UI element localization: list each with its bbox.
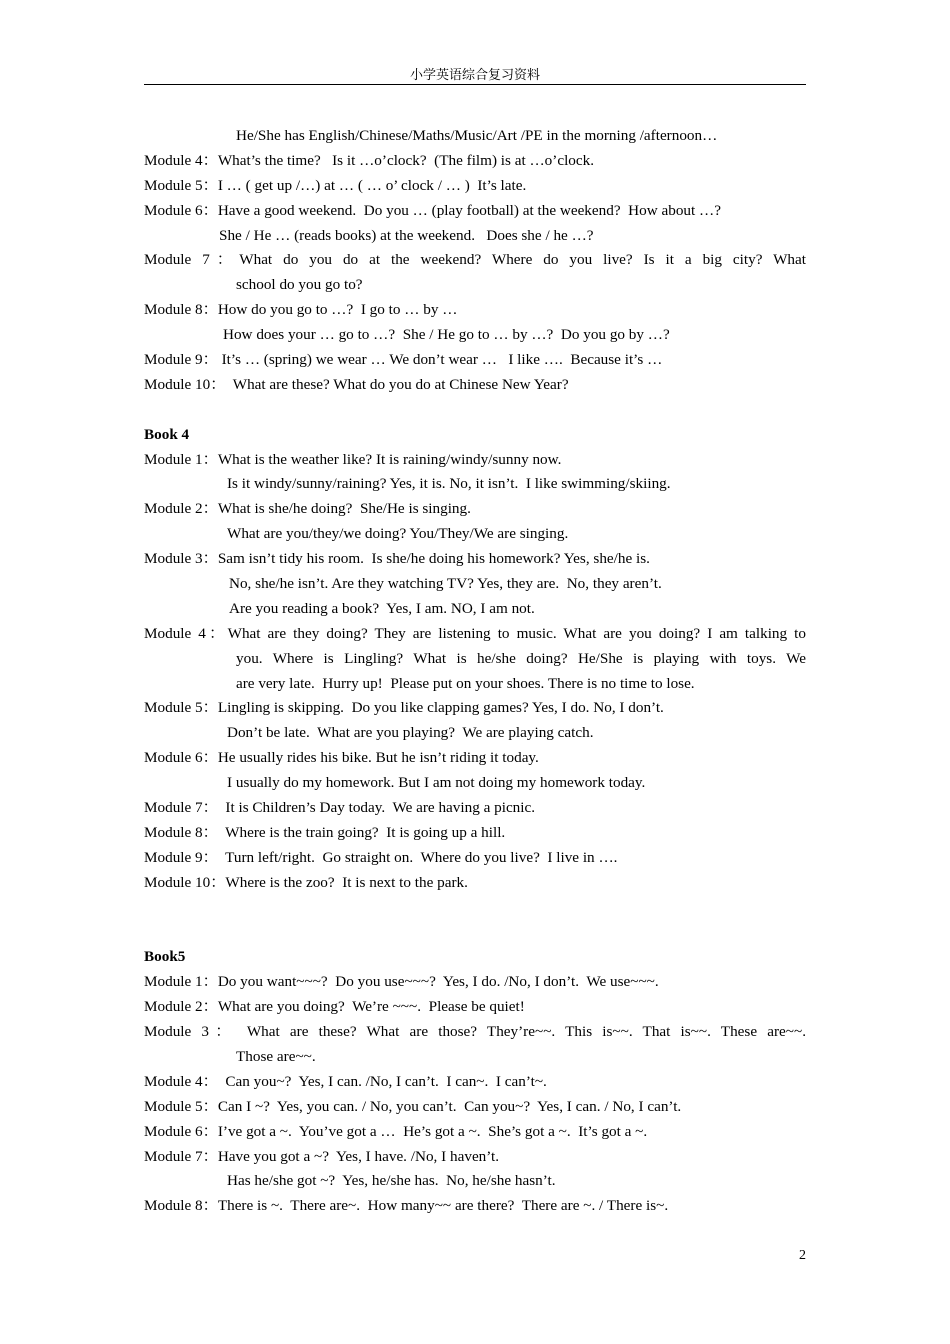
text-line: Those are~~.	[236, 1047, 316, 1065]
section-heading-book4: Book 4	[144, 425, 190, 443]
page-number: 2	[799, 1248, 806, 1263]
text-line: Module 10：Where is the zoo? It is next to the park.	[144, 873, 468, 891]
text-line: How does your … go to …? She / He go to … by …? Do you go by …?	[223, 326, 670, 344]
text-line: Module 6：Have a good weekend. Do you … (play football) at the weekend? How about …?	[144, 201, 721, 219]
text-line: Module 2：What is she/he doing? She/He is singing.	[144, 500, 471, 518]
text-line: Has he/she got ~? Yes, he/she has. No, he/she hasn’t.	[227, 1172, 556, 1190]
text-line: Don’t be late. What are you playing? We are playing catch.	[227, 724, 594, 742]
header-divider	[144, 84, 806, 85]
text-line: Module 6：I’ve got a ~. You’ve got a … He’s got a ~. She’s got a ~. It’s got a ~.	[144, 1122, 648, 1140]
text-line: Are you reading a book? Yes, I am. NO, I am not.	[229, 599, 535, 617]
text-line: Module 4： Can you~? Yes, I can. /No, I can’t. I can~. I can’t~.	[144, 1072, 547, 1090]
spacer	[144, 921, 806, 946]
text-line: Module 4：What are they doing? They are listening to music. What are you doing? I am talking to	[144, 624, 806, 642]
text-line: are very late. Hurry up! Please put on your shoes. There is no time to lose.	[236, 674, 695, 692]
section-heading-book5: Book5	[144, 948, 186, 966]
text-line: What are you/they/we doing? You/They/We are singing.	[227, 525, 569, 543]
text-line: Module 4：What’s the time? Is it …o’clock? (The film) is at …o’clock.	[144, 151, 595, 169]
text-line: Module 8： Where is the train going? It is going up a hill.	[144, 823, 506, 841]
text-line: Module 5：Lingling is skipping. Do you like clapping games? Yes, I do. No, I don’t.	[144, 699, 664, 717]
text-line: He/She has English/Chinese/Maths/Music/Art /PE in the morning /afternoon…	[236, 127, 718, 144]
text-line: Module 8：How do you go to …? I go to … by …	[144, 301, 458, 319]
text-line: Module 1：Do you want~~~? Do you use~~~? Yes, I do. /No, I don’t. We use~~~.	[144, 973, 659, 991]
text-line: Module 6：He usually rides his bike. But he isn’t riding it today.	[144, 749, 539, 767]
text-line: Module 3： What are these? What are those? They’re~~. This is~~. That is~~. These are~~.	[144, 1023, 806, 1041]
text-line: She / He … (reads books) at the weekend. Does she / he …?	[219, 226, 594, 244]
text-line: Module 3：Sam isn’t tidy his room. Is she/he doing his homework? Yes, she/he is.	[144, 550, 650, 568]
text-line: Module 2：What are you doing? We’re ~~~. Please be quiet!	[144, 998, 525, 1016]
text-line: Module 5：I … ( get up /…) at … ( … o’ clock / … ) It’s late.	[144, 176, 527, 194]
text-line: Module 8：There is ~. There are~. How many~~ are there? There are ~. / There is~.	[144, 1197, 669, 1215]
document-body	[144, 124, 806, 1219]
text-line: you. Where is Lingling? What is he/she doing? He/She is playing with toys. We	[236, 649, 806, 667]
text-line: Module 7：Have you got a ~? Yes, I have. /No, I haven’t.	[144, 1147, 500, 1165]
text-line: I usually do my homework. But I am not doing my homework today.	[227, 774, 646, 792]
text-line: Module 9： Turn left/right. Go straight on. Where do you live? I live in ….	[144, 848, 618, 866]
text-line: Module 7： It is Children’s Day today. We are having a picnic.	[144, 799, 536, 817]
text-line: Module 7：What do you do at the weekend? Where do you live? Is it a big city? What	[144, 251, 806, 269]
text-line: Module 5：Can I ~? Yes, you can. / No, you can’t. Can you~? Yes, I can. / No, I can’t.	[144, 1097, 682, 1115]
text-line: Module 1：What is the weather like? It is raining/windy/sunny now.	[144, 450, 562, 468]
text-line: No, she/he isn’t. Are they watching TV? Yes, they are. No, they aren’t.	[229, 575, 662, 593]
text-line: Is it windy/sunny/raining? Yes, it is. No, it isn’t. I like swimming/skiing.	[227, 475, 671, 493]
text-line: Module 10： What are these? What do you do at Chinese New Year?	[144, 375, 569, 393]
text-line: Module 9： It’s … (spring) we wear … We don’t wear … I like …. Because it’s …	[144, 351, 663, 369]
spacer	[144, 896, 806, 921]
spacer	[144, 398, 806, 423]
page-header: 小学英语综合复习资料	[409, 67, 540, 82]
text-line: school do you go to?	[236, 276, 363, 294]
